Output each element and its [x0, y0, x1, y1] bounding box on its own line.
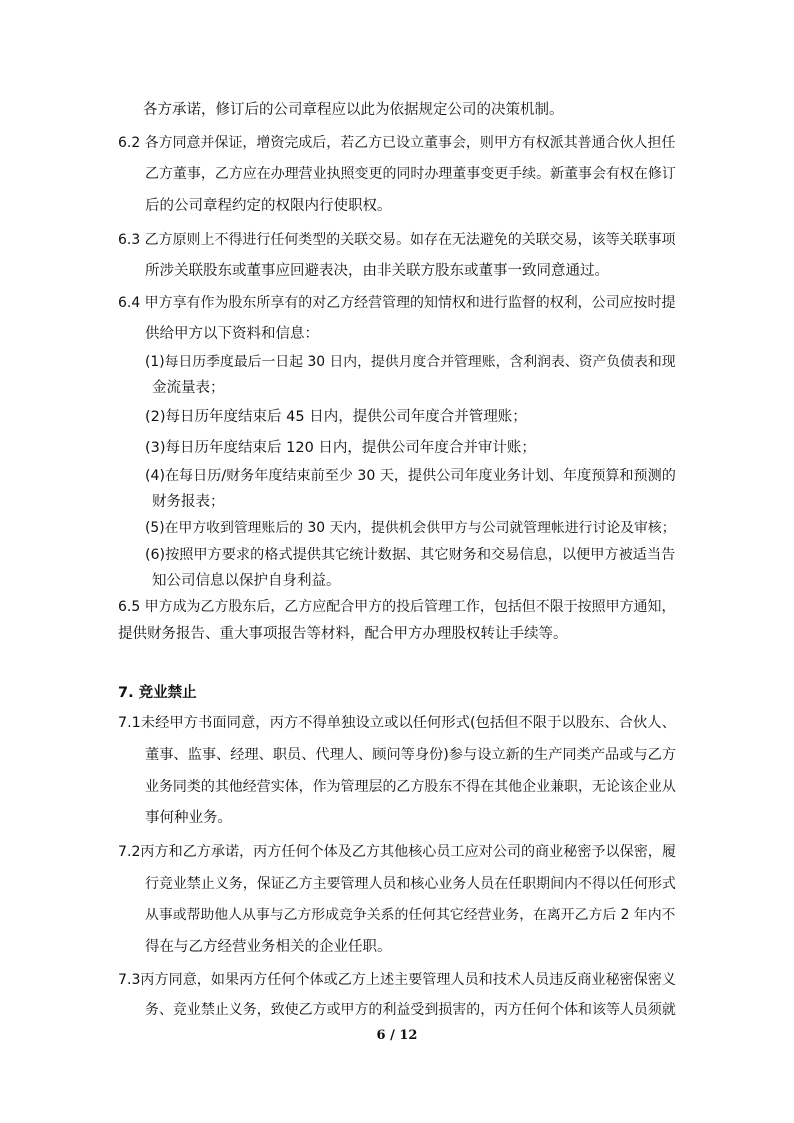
clause-6-5-line: 提供财务报告、重大事项报告等材料，配合甲方办理股权转让手续等。 — [118, 626, 568, 642]
clause-6-5-line: 6.5 甲方成为乙方股东后，乙方应配合甲方的投后管理工作，包括但不限于按照甲方通知， — [118, 599, 676, 615]
clause-7-2-line: 从事或帮助他人从事与乙方形成竞争关系的任何其它经营业务，在离开乙方后 2 年内不 — [145, 907, 676, 923]
sub-item-6-line: (6)按照甲方要求的格式提供其它统计数据、其它财务和交易信息，以便甲方被适当告 — [145, 547, 676, 563]
clause-6-3-line: 6.3 乙方原则上不得进行任何类型的关联交易。如存在无法避免的关联交易，该等关联事项 — [118, 232, 676, 248]
sub-item-4-line: 财务报表； — [152, 494, 225, 510]
clause-6-2-line: 乙方董事，乙方应在办理营业执照变更的同时办理董事变更手续。新董事会有权在修订 — [145, 166, 676, 182]
clause-7-1-line: 业务同类的其他经营实体，作为管理层的乙方股东不得在其他企业兼职，无论该企业从 — [145, 779, 676, 795]
clause-7-1-line: 董事、监事、经理、职员、代理人、顾问等身份)参与设立新的生产同类产品或与乙方 — [145, 747, 677, 763]
page-number: 6 / 12 — [376, 1028, 418, 1043]
clause-6-4-line: 6.4 甲方享有作为股东所享有的对乙方经营管理的知情权和进行监督的权利，公司应按时提 — [118, 295, 676, 311]
clause-6-2-line: 6.2 各方同意并保证，增资完成后，若乙方已设立董事会，则甲方有权派其普通合伙人担任 — [118, 135, 676, 151]
sub-item-1-line: (1)每日历季度最后一日起 30 日内，提供月度合并管理账，含利润表、资产负债表和现 — [145, 354, 676, 370]
sub-item-3-line: (3)每日历年度结束后 120 日内，提供公司年度合并审计账； — [145, 440, 536, 456]
clause-7-3-line: 7.3丙方同意，如果丙方任何个体或乙方上述主要管理人员和技术人员违反商业秘密保密义 — [118, 972, 676, 988]
sub-item-4-line: (4)在每日历/财务年度结束前至少 30 天，提供公司年度业务计划、年度预算和预测的 — [145, 468, 676, 484]
clause-6-3-line: 所涉关联股东或董事应回避表决，由非关联方股东或董事一致同意通过。 — [145, 263, 609, 279]
clause-6-2-line: 后的公司章程约定的权限内行使职权。 — [145, 198, 392, 214]
clause-7-3-line: 务、竞业禁止义务，致使乙方或甲方的利益受到损害的，丙方任何个体和该等人员须就 — [145, 1002, 676, 1018]
sub-item-6-line: 知公司信息以保护自身利益。 — [152, 573, 341, 589]
clause-7-2-line: 得在与乙方经营业务相关的企业任职。 — [145, 939, 392, 955]
clause-7-1-line: 事何种业务。 — [145, 810, 232, 826]
clause-7-2-line: 行竞业禁止义务，保证乙方主要管理人员和核心业务人员在任职期间内不得以任何形式 — [145, 876, 676, 892]
clause-6-4-line: 供给甲方以下资料和信息： — [145, 326, 319, 342]
sub-item-5-line: (5)在甲方收到管理账后的 30 天内，提供机会供甲方与公司就管理帐进行讨论及审核； — [145, 520, 676, 536]
sub-item-2-line: (2)每日历年度结束后 45 日内，提供公司年度合并管理账； — [145, 409, 527, 425]
clause-7-1-line: 7.1未经甲方书面同意，丙方不得单独设立或以任何形式(包括但不限于以股东、合伙人、 — [118, 715, 676, 731]
sub-item-1-line: 金流量表； — [152, 380, 225, 396]
section-heading: 7. 竞业禁止 — [118, 685, 197, 701]
paragraph-line: 各方承诺，修订后的公司章程应以此为依据规定公司的决策机制。 — [143, 102, 564, 118]
clause-7-2-line: 7.2丙方和乙方承诺，丙方任何个体及乙方其他核心员工应对公司的商业秘密予以保密，履 — [118, 844, 676, 860]
